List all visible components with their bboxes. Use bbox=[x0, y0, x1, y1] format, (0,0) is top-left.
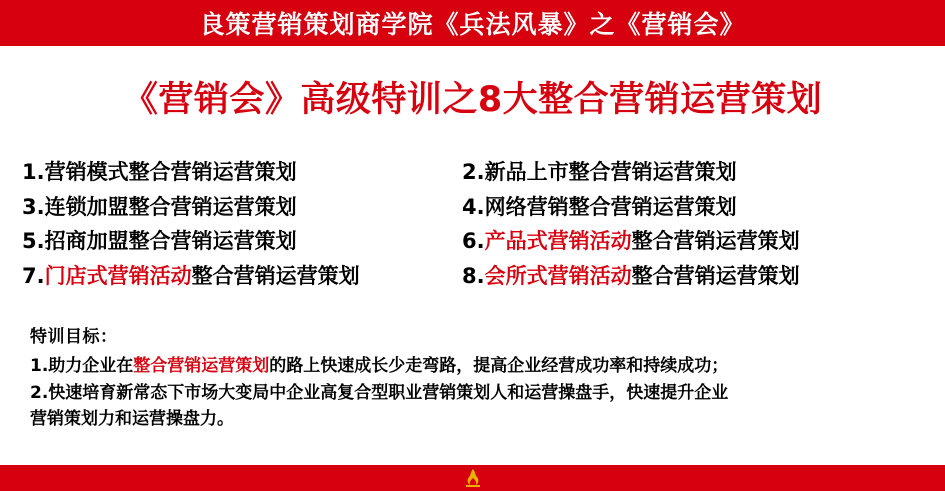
goals-line-2: 2.快速培育新常态下市场大变局中企业高复合型职业营销策划人和运营操盘手，快速提升企业 bbox=[30, 382, 729, 403]
list-item-highlight: 门店式营销活动 bbox=[44, 263, 192, 288]
goals-line-1-highlight: 整合营销运营策划 bbox=[133, 356, 270, 376]
list-item-text: 连锁加盟整合营销运营策划 bbox=[44, 194, 297, 219]
list-item-number: 5. bbox=[22, 229, 45, 254]
list-item-number: 2. bbox=[462, 160, 485, 184]
list-item-text: 网络营销整合营销运营策划 bbox=[484, 194, 737, 219]
list-item-number: 3. bbox=[22, 194, 45, 219]
list-item-highlight: 产品式营销活动 bbox=[484, 229, 632, 254]
list-item-number: 4. bbox=[462, 194, 485, 219]
list-item-text: 整合营销运营策划 bbox=[191, 263, 360, 288]
list-item bbox=[462, 160, 922, 186]
list-item bbox=[18, 160, 462, 186]
list-row bbox=[18, 195, 927, 221]
list-item-text: 整合营销运营策划 bbox=[631, 263, 800, 288]
list-item-text: 招商加盟整合营销运营策划 bbox=[44, 229, 297, 254]
list-item-number: 6. bbox=[462, 229, 485, 254]
list-item-highlight: 会所式营销活动 bbox=[484, 263, 632, 288]
goals-line-1 bbox=[30, 354, 920, 379]
banner-title: 良策营销策划商学院《兵法风暴》之《营销会》 bbox=[199, 10, 746, 39]
list-item-text: 营销模式整合营销运营策划 bbox=[44, 160, 297, 184]
list-item bbox=[18, 229, 462, 255]
list-item bbox=[462, 229, 922, 255]
course-list bbox=[18, 160, 927, 298]
list-item-text: 新品上市整合营销运营策划 bbox=[484, 160, 737, 184]
goals-line-1-pre: 1.助力企业在 bbox=[30, 356, 134, 376]
flame-emblem-icon bbox=[460, 466, 486, 490]
list-item bbox=[462, 264, 922, 290]
goals-heading: 特训目标： bbox=[30, 327, 118, 347]
list-item bbox=[18, 195, 462, 221]
list-row bbox=[18, 160, 927, 186]
page-title: 《营销会》高级特训之8大整合营销运营策划 bbox=[122, 80, 823, 120]
top-banner bbox=[0, 0, 945, 46]
list-item-text: 整合营销运营策划 bbox=[631, 229, 800, 254]
list-row bbox=[18, 264, 927, 290]
list-item-number: 7. bbox=[22, 263, 45, 288]
list-item-number: 8. bbox=[462, 263, 485, 288]
list-item-number: 1. bbox=[22, 160, 45, 184]
goals-block bbox=[30, 322, 920, 432]
list-item bbox=[462, 195, 922, 221]
bottom-bar bbox=[0, 465, 945, 491]
list-item bbox=[18, 264, 462, 290]
list-row bbox=[18, 229, 927, 255]
goals-line-1-post: 的路上快速成长少走弯路，提高企业经营成功率和持续成功； bbox=[269, 356, 729, 376]
goals-line-3: 营销策划力和运营操盘力。 bbox=[30, 409, 234, 430]
